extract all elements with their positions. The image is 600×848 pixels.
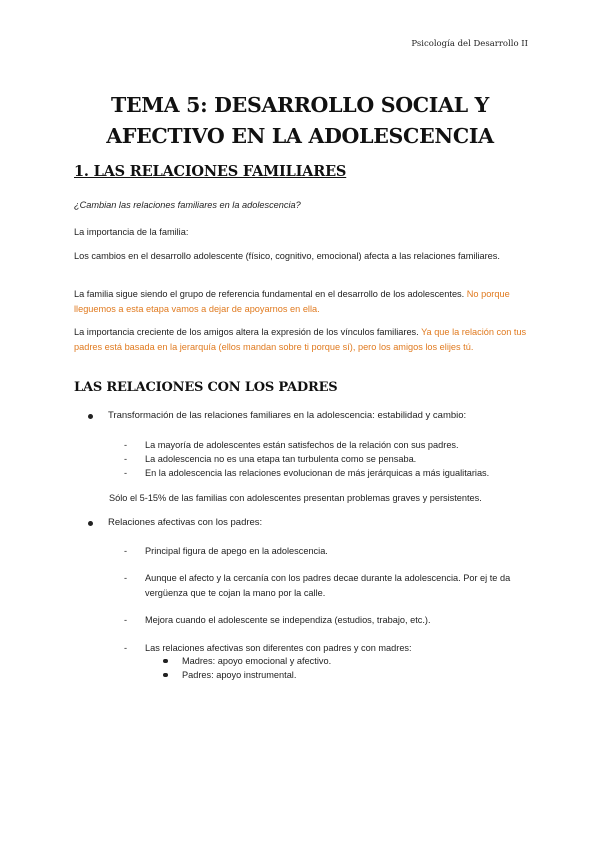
section-question: ¿Cambian las relaciones familiares en la adolescencia? [74,200,301,210]
dash-icon: - [124,615,128,625]
bullet-text: Relaciones afectivas con los padres: [108,517,263,528]
bullet-dot-icon [88,414,93,419]
dash-text: Aunque el afecto y la cercanía con los padres decae durante la adolescencia. Por ej te da vergüenza que te cojan la mano por la calle. [145,573,511,598]
dash-text: Mejora cuando el adolescente se independiza (estudios, trabajo, etc.). [145,615,431,625]
dash-text: La mayoría de adolescentes están satisfechos de la relación con sus padres. [145,440,459,450]
paragraph-stat: Sólo el 5-15% de las familias con adolescentes presentan problemas graves y persistentes. [109,493,482,503]
paragraph-reference [74,287,530,316]
section-heading-relaciones-padres: LAS RELACIONES CON LOS PADRES [74,380,338,395]
dash-icon: - [124,468,128,478]
section-heading-relaciones-familiares: 1. LAS RELACIONES FAMILIARES [74,163,347,180]
paragraph-importance: La importancia de la familia: [74,227,189,237]
dash-text: Las relaciones afectivas son diferentes con padres y con madres: [145,643,412,653]
sub-bullet-dot-icon [163,673,168,678]
dash-icon: - [124,440,128,450]
sub-bullet-text: Madres: apoyo emocional y afectivo. [182,656,332,666]
dash-icon: - [124,643,128,653]
page-title: TEMA 5: DESARROLLO SOCIAL Y AFECTIVO EN LA ADOLESCENCIA [106,93,494,148]
paragraph-changes: Los cambios en el desarrollo adolescente (físico, cognitivo, emocional) afecta a las relaciones familiares. [74,251,500,261]
dash-text: En la adolescencia las relaciones evolucionan de más jerárquicas a más igualitarias. [145,468,490,478]
dash-text: La adolescencia no es una etapa tan turbulenta como se pensaba. [145,454,417,464]
reference-text: La familia sigue siendo el grupo de referencia fundamental en el desarrollo de los adolescentes. [74,289,465,299]
sub-bullet-dot-icon [163,659,168,664]
reference-note: No porque lleguemos a esta etapa vamos a dejar de apoyarnos en ella. [74,289,510,314]
bullet-dot-icon [88,521,93,526]
dash-icon: - [124,454,128,464]
paragraph-friends [74,325,530,354]
friends-note: Ya que la relación con tus padres está basada en la jerarquía (ellos mandan sobre ti porque sí), pero los amigos los elijes tú. [74,327,527,352]
friends-text: La importancia creciente de los amigos altera la expresión de los vínculos familiares. [74,327,419,337]
bullet-text: Transformación de las relaciones familiares en la adolescencia: estabilidad y cambio: [108,410,467,421]
sub-bullet-text: Padres: apoyo instrumental. [182,670,297,680]
running-header: Psicología del Desarrollo II [411,39,528,49]
dash-icon: - [124,546,128,556]
dash-text: Principal figura de apego en la adolescencia. [145,546,328,556]
dash-icon: - [124,573,128,583]
